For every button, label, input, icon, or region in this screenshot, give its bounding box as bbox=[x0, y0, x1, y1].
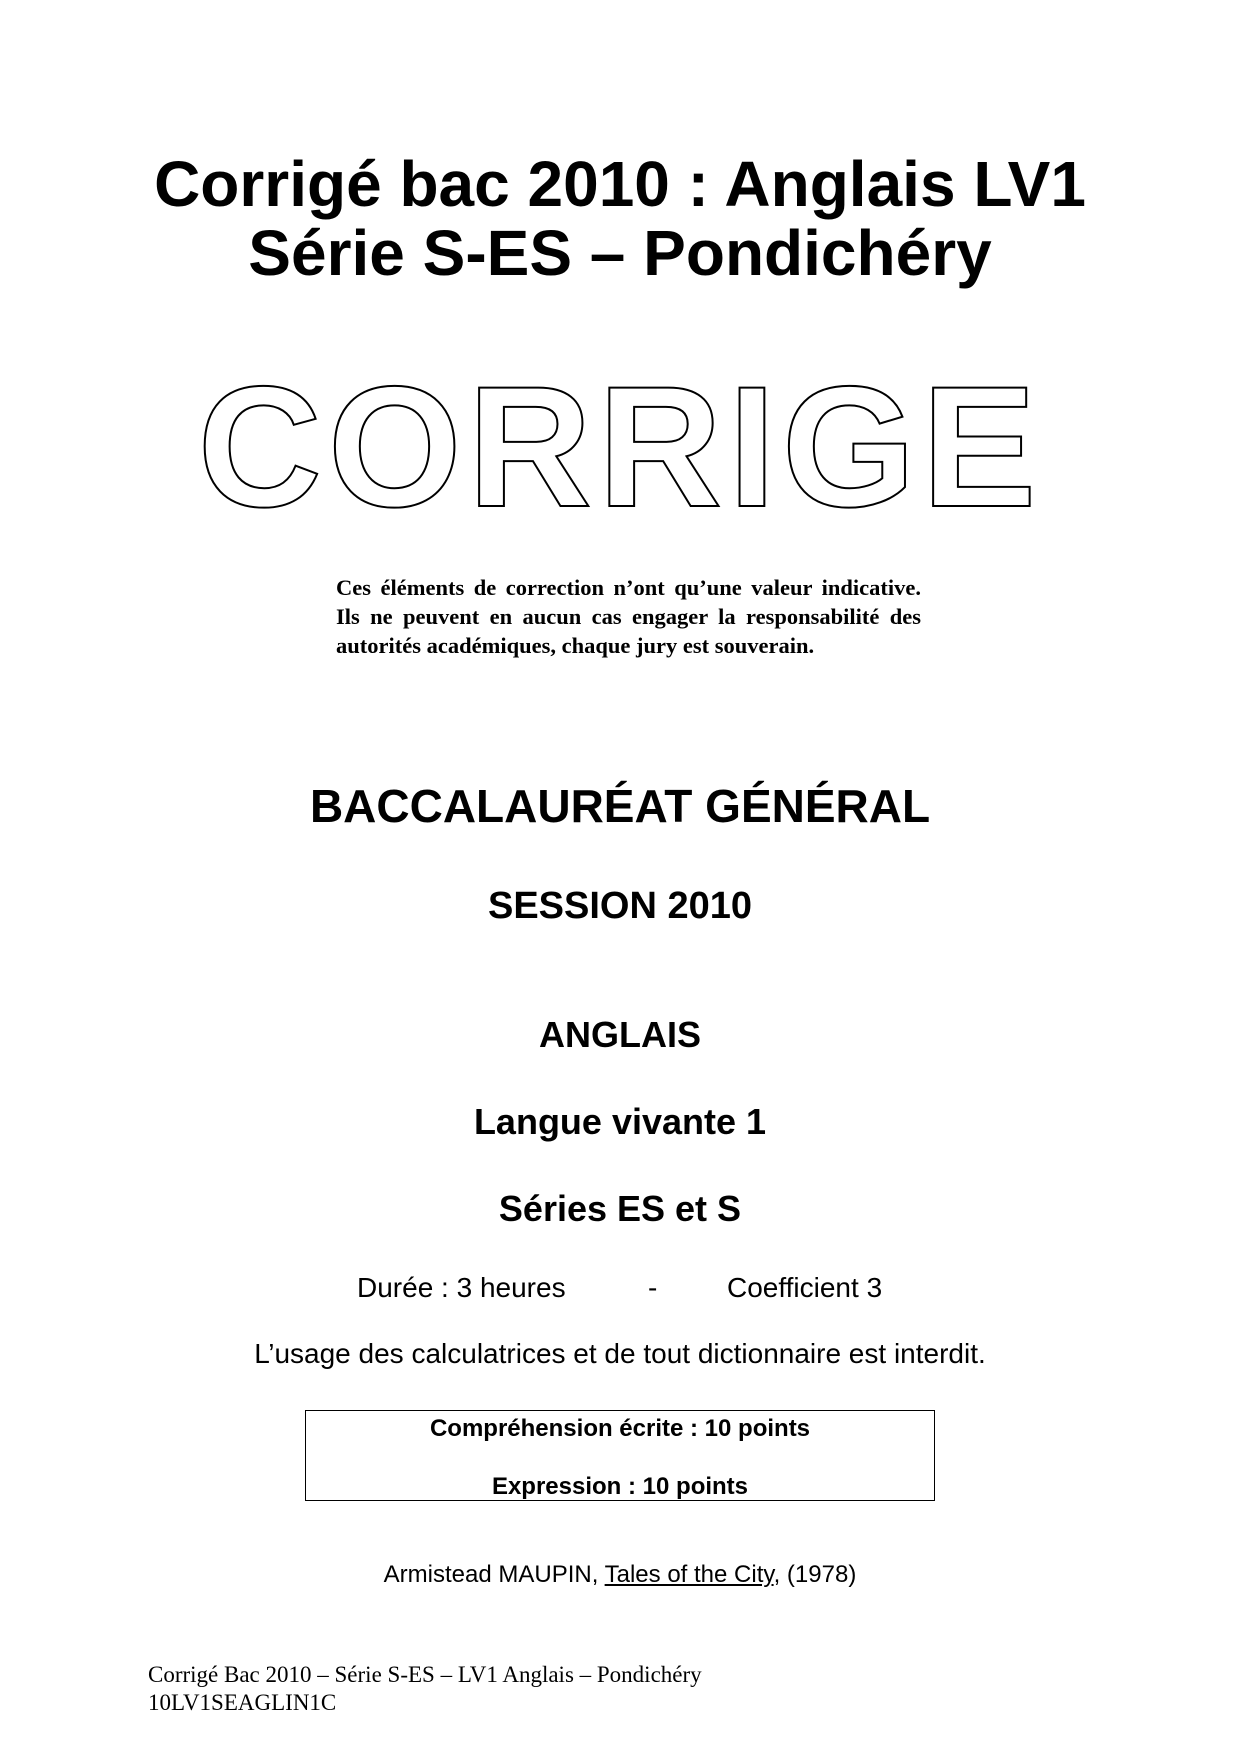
separator: - bbox=[648, 1272, 658, 1303]
exam-name: BACCALAURÉAT GÉNÉRAL bbox=[309, 780, 931, 832]
text-source bbox=[0, 1560, 1240, 1590]
footer-line2: 10LV1SEAGLIN1C bbox=[148, 1690, 337, 1715]
exam-language-level: Langue vivante 1 bbox=[473, 1101, 767, 1142]
disclaimer-text: Ces éléments de correction n’ont qu’une valeur indicative. Ils ne peuvent en aucun cas engager la responsabilité des autorités académiques, chaque jury est souverain. bbox=[336, 575, 921, 658]
points-box bbox=[305, 1410, 935, 1501]
source-book-title: Tales of the City bbox=[604, 1561, 774, 1588]
corrige-stamp bbox=[0, 368, 1240, 528]
exam-coefficient: Coefficient 3 bbox=[727, 1272, 883, 1303]
stamp-text: CORRIGE bbox=[197, 368, 1043, 528]
source-author: Armistead MAUPIN, bbox=[383, 1561, 605, 1588]
source-year: , (1978) bbox=[773, 1561, 857, 1588]
page-title-line1: Corrigé bac 2010 : Anglais LV1 bbox=[154, 148, 1086, 220]
footer-line1: Corrigé Bac 2010 – Série S-ES – LV1 Anglais – Pondichéry bbox=[148, 1662, 702, 1687]
page-footer bbox=[148, 1661, 702, 1717]
exam-rules: L’usage des calculatrices et de tout dictionnaire est interdit. bbox=[254, 1338, 986, 1369]
exam-session: SESSION 2010 bbox=[487, 885, 753, 927]
page-title-line2: Série S-ES – Pondichéry bbox=[248, 217, 992, 289]
exam-subject: ANGLAIS bbox=[539, 1014, 701, 1055]
duration-coefficient-row bbox=[0, 1270, 1240, 1306]
exam-series: Séries ES et S bbox=[498, 1188, 742, 1229]
points-expression: Expression : 10 points bbox=[491, 1473, 749, 1500]
exam-duration: Durée : 3 heures bbox=[357, 1272, 566, 1303]
points-comprehension: Compréhension écrite : 10 points bbox=[429, 1415, 811, 1442]
